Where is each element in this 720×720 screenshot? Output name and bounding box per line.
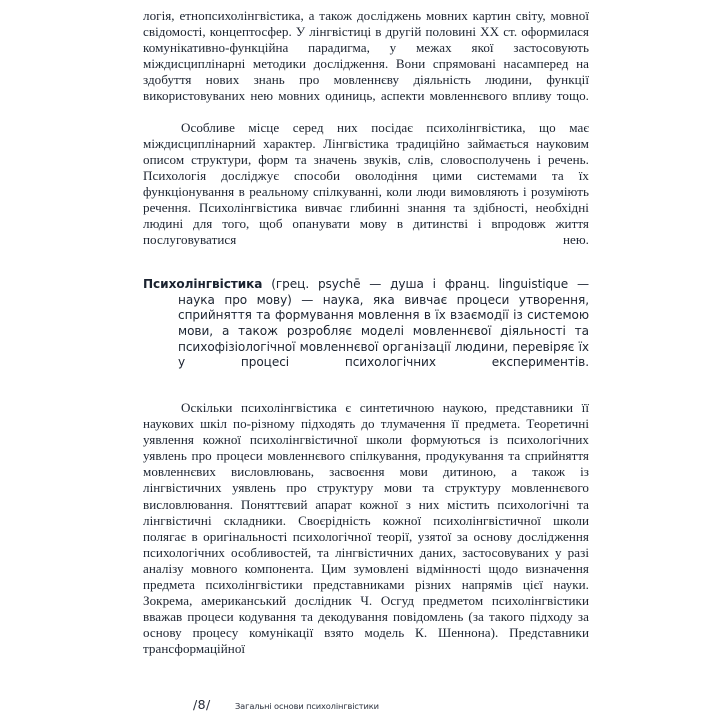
spacer — [143, 264, 589, 277]
spacer — [143, 386, 589, 400]
body-paragraph: Оскільки психолінгвістика є синтетичною наукою, представники її наукових шкіл по-різному підходять до тлумачення її предмета. Теоретичні уявлення кожної психолінгвістичної школи формуються із психологічних уявлень про процеси мовленнєвого спілкування, продукування та сприйняття мовленнєвих висловлювань, засвоєння мови дитиною, а також із лінгвістичних уявлень про структуру мови та структуру мовленнєвого висловлювання. Поняттєвий апарат кожної з них містить психологічні та лінгвістичні складники. Своєрідність кожної психолінгвістичної школи полягає в оригінальності психологічної теорії, узятої за основу дослідження психологічних особливостей, та лінгвістичних даних, застосовуваних у разі аналізу мовного компонента. Цим зумовлені відмінності щодо визначення предмета психолінгвістики представниками різних напрямів цієї науки. Зокрема, американський дослідник Ч. Осгуд предметом психолінгвістики вважав процеси кодування та декодування повідомлень (за такого підходу за основу процесу комунікації взято модель К. Шеннона). Представники трансформаційної — [143, 400, 589, 656]
definition-french-root: linguistique — [498, 277, 569, 292]
body-paragraph: логія, етнопсихолінгвістика, а також досліджень мовних картин світу, мовної свідомості, концептосфер. У лінгвістиці в другій половині XX ст. оформилася комунікативно-функційна парадигма, у межах якої застосовують міждисциплінарні методики дослідження. Вони спрямовані насамперед на здобуття нових знань про мовленнєву діяльність людини, функції використовуваних нею мовних одиниць, аспекти мовленнєвого впливу тощо. — [143, 8, 589, 104]
definition-body: — наука, яка вивчає процеси утворення, сприйняття та формування мовлення в їх взаємодії із системою мови, а також розробляє моделі мовленнєвої діяльності та психофізіологічної мовленнєвої організації людини, перевіряє їх у процесі психологічних експериментів. — [178, 292, 589, 370]
body-paragraph: Особливе місце серед них посідає психолінгвістика, що має міждисциплінарний характер. Лінгвістика традиційно займається науковим описом структури, форм та значень звуків, слів, словосполучень і речень. Психологія досліджує способи оволодіння цими системами та їх функціонування в реальному спілкуванні, коли люди вимовляють і розуміють речення. Психолінгвістика вивчає глибинні знання та здібності, необхідні людині для того, щоб опанувати мову в дитинстві і впродовж життя послуговуватися нею. — [143, 120, 589, 248]
running-head: Загальні основи психолінгвістики — [235, 701, 379, 711]
page-footer — [143, 697, 589, 712]
definition-greek-gloss: — душа і франц. — [360, 277, 499, 292]
definition-block — [143, 277, 589, 386]
definition-french-gloss: — наука про мову) — [178, 277, 590, 307]
definition-term: Психолінгвістика — [143, 277, 263, 292]
text-column — [143, 8, 589, 673]
definition-greek-root: psychē — [317, 277, 361, 292]
definition-etymology-open: (грец. — [262, 277, 318, 292]
page-number: /8/ — [193, 697, 211, 712]
